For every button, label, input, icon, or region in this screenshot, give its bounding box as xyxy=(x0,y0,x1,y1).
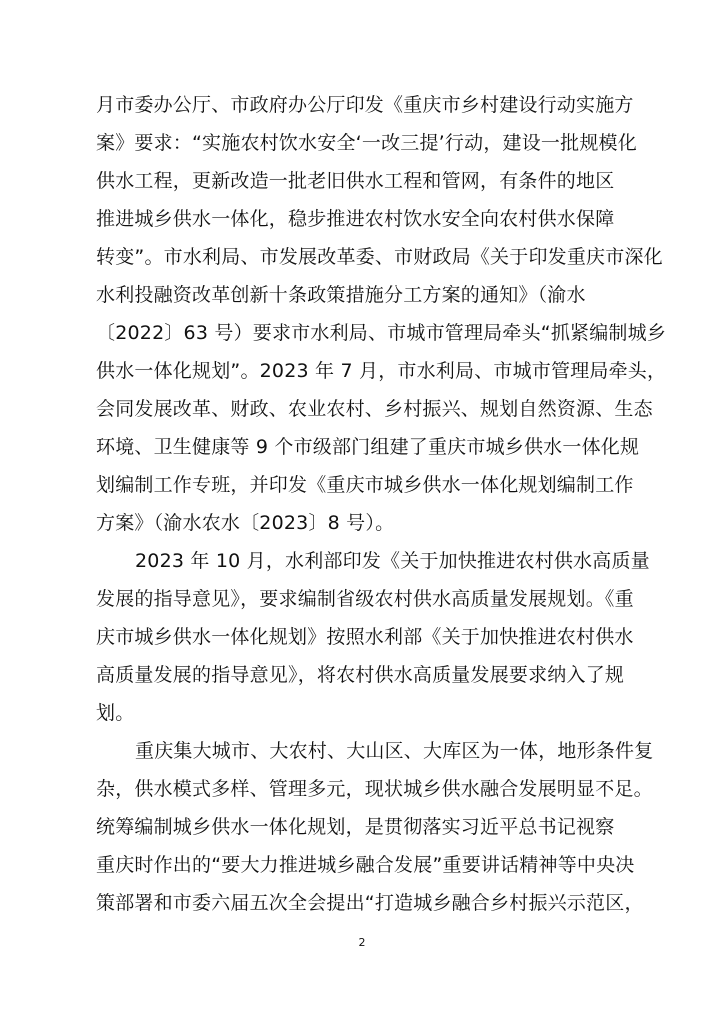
text-line: 水利投融资改革创新十条政策措施分工方案的通知》（渝水 xyxy=(96,284,586,306)
text-line: 策部署和市委六届五次全会提出“打造城乡融合乡村振兴示范区， xyxy=(96,892,644,914)
text-line: 杂，供水模式多样、管理多元，现状城乡供水融合发展明显不足。 xyxy=(96,778,653,800)
text-line: 转变”。市水利局、市发展改革委、市财政局《关于印发重庆市深化 xyxy=(96,246,663,268)
text-line: 会同发展改革、财政、农业农村、乡村振兴、规划自然资源、生态 xyxy=(96,398,653,420)
text-line: 庆市城乡供水一体化规划》按照水利部《关于加快推进农村供水 xyxy=(96,626,634,648)
text-line: 重庆时作出的“要大力推进城乡融合发展”重要讲话精神等中央决 xyxy=(96,854,635,876)
text-line: 供水工程，更新改造一批老旧供水工程和管网，有条件的地区 xyxy=(96,170,615,192)
text-line: 环境、卫生健康等 9 个市级部门组建了重庆市城乡供水一体化规 xyxy=(96,436,640,458)
text-line: 推进城乡供水一体化，稳步推进农村饮水安全向农村供水保障 xyxy=(96,208,615,230)
text-line: 划。 xyxy=(96,702,135,724)
text-line: 〔2022〕63 号）要求市水利局、市城市管理局牵头“抓紧编制城乡 xyxy=(96,322,667,344)
text-line: 2023 年 10 月，水利部印发《关于加快推进农村供水高质量 xyxy=(135,550,650,572)
text-line: 高质量发展的指导意见》，将农村供水高质量发展要求纳入了规 xyxy=(96,664,625,686)
text-line: 重庆集大城市、大农村、大山区、大库区为一体，地形条件复 xyxy=(135,740,654,762)
text-line: 供水一体化规划”。2023 年 7 月，市水利局、市城市管理局牵头， xyxy=(96,360,667,382)
text-line: 月市委办公厅、市政府办公厅印发《重庆市乡村建设行动实施方 xyxy=(96,94,634,116)
text-line: 方案》（渝水农水〔2023〕8 号）。 xyxy=(96,512,395,534)
text-line: 划编制工作专班，并印发《重庆市城乡供水一体化规划编制工作 xyxy=(96,474,634,496)
page-number: 2 xyxy=(358,936,366,949)
text-line: 发展的指导意见》，要求编制省级农村供水高质量发展规划。《重 xyxy=(96,588,634,610)
text-line: 统筹编制城乡供水一体化规划，是贯彻落实习近平总书记视察 xyxy=(96,816,615,838)
text-line: 案》要求：“实施农村饮水安全‘一改三提’行动，建设一批规模化 xyxy=(96,132,637,154)
